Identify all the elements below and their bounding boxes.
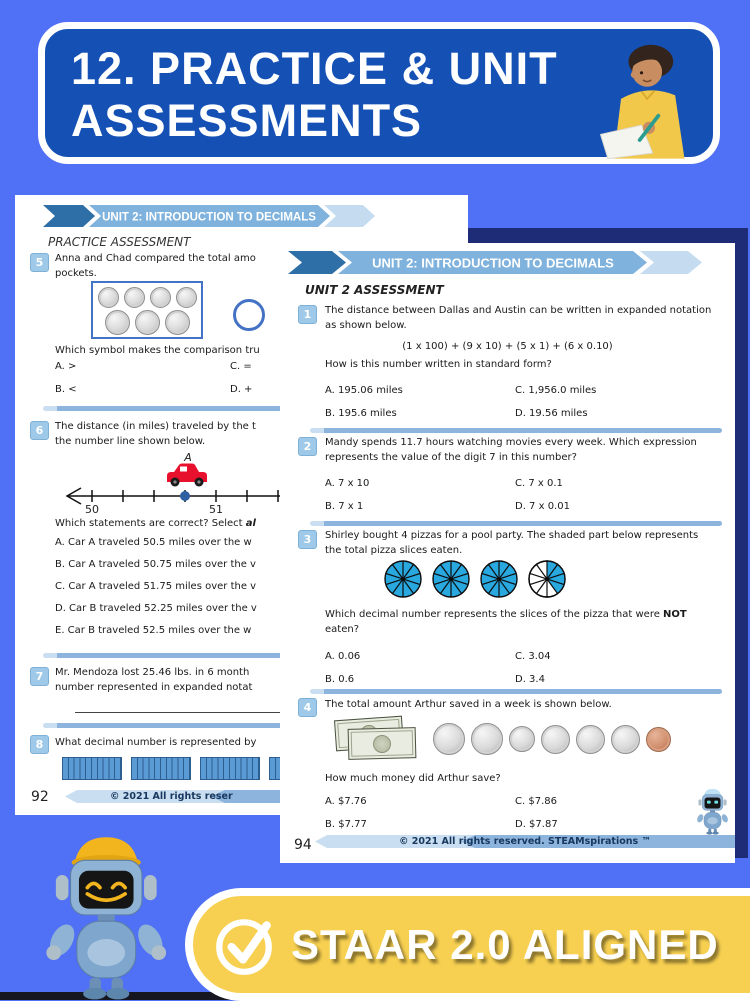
option-a: A. 0.06 [325, 651, 361, 662]
coins-image [91, 281, 203, 339]
option-c: C. Car A traveled 51.75 miles over the v [55, 581, 257, 592]
divider [310, 689, 722, 694]
question-number-badge: 8 [30, 735, 49, 754]
car-icon [167, 464, 207, 487]
coin-icon [135, 310, 160, 335]
number-line-image [55, 450, 305, 514]
coin-icon [150, 287, 171, 308]
tens-bar [62, 757, 122, 780]
question-number-badge: 2 [298, 437, 317, 456]
option-b: B. 0.6 [325, 674, 355, 685]
question-number-badge: 7 [30, 667, 49, 686]
question-number-badge: 1 [298, 305, 317, 324]
option-b: B. $7.77 [325, 819, 367, 830]
money-image [335, 717, 671, 761]
tick-label: 50 [85, 503, 99, 514]
worksheet-page-front [280, 243, 735, 863]
answer-options [55, 537, 257, 647]
penny-icon [646, 727, 671, 752]
coin-icon [165, 310, 190, 335]
page-number: 92 [31, 789, 49, 805]
robot-mascot-icon [22, 833, 180, 1001]
option-a: A. $7.76 [325, 796, 367, 807]
option-c: C. 7 x 0.1 [515, 478, 563, 489]
answer-options [325, 478, 570, 524]
question-text: Shirley bought 4 pizzas for a pool party. The shaded part below represents the total pizza slices eaten. [325, 530, 699, 556]
pizza-full-icon [431, 559, 471, 599]
option-d: D. $7.87 [515, 819, 558, 830]
option-c: C. 1,956.0 miles [515, 385, 597, 396]
page-number: 94 [294, 837, 312, 853]
option-c: C. $7.86 [515, 796, 557, 807]
nickel-icon [576, 725, 605, 754]
question-number-badge: 5 [30, 253, 49, 272]
staar-aligned-label: STAAR 2.0 ALIGNED [291, 920, 719, 968]
option-d: D. Car B traveled 52.25 miles over the v [55, 603, 257, 614]
option-a: A. 195.06 miles [325, 385, 403, 396]
unit-banner-front [288, 250, 718, 275]
question-text: Mandy spends 11.7 hours watching movies every week. Which expression represents the value of the digit 7 in this number? [325, 437, 697, 463]
pizza-partial-icon [527, 559, 567, 599]
product-title [71, 43, 558, 147]
option-a: A. 7 x 10 [325, 478, 370, 489]
question-prompt: Which decimal number represents the slices of the pizza that were NOT eaten? [325, 609, 687, 635]
coin-icon [98, 287, 119, 308]
coin-icon [105, 310, 130, 335]
question-text: The distance (in miles) traveled by the t the number line shown below. [55, 421, 256, 447]
nickel-icon [541, 725, 570, 754]
pizza-full-icon [383, 559, 423, 599]
section-title-back: PRACTICE ASSESSMENT [48, 235, 191, 249]
staar-aligned-banner [185, 888, 750, 1001]
option-b: B. 7 x 1 [325, 501, 364, 512]
question-prompt: Which symbol makes the comparison tru [55, 345, 260, 356]
copyright-text: © 2021 All rights reser [110, 791, 233, 802]
question-number-badge: 6 [30, 421, 49, 440]
question-prompt: Which statements are correct? Select al [55, 518, 256, 529]
tens-bar [131, 757, 191, 780]
question-text: What decimal number is represented by [55, 737, 257, 748]
comparison-circle [233, 299, 265, 331]
section-title-front: UNIT 2 ASSESSMENT [305, 283, 444, 297]
option-e: E. Car B traveled 52.5 miles over the w [55, 625, 252, 636]
nickel-icon [611, 725, 640, 754]
unit-banner-back-title: UNIT 2: INTRODUCTION TO DECIMALS [102, 211, 316, 224]
option-c: C. 3.04 [515, 651, 551, 662]
question-number-badge: 4 [298, 698, 317, 717]
checkmark-icon [211, 912, 277, 978]
expanded-notation-expression: (1 x 100) + (9 x 10) + (5 x 1) + (6 x 0.10) [402, 341, 613, 352]
question-text: Anna and Chad compared the total amo pockets. [55, 253, 256, 279]
coin-icon [124, 287, 145, 308]
product-title-line1: 12. PRACTICE & UNIT [71, 43, 558, 94]
option-d: D. 7 x 0.01 [515, 501, 570, 512]
option-c: C. = [230, 361, 252, 372]
unit-banner-front-title: UNIT 2: INTRODUCTION TO DECIMALS [372, 255, 614, 271]
option-b: B. Car A traveled 50.75 miles over the v [55, 559, 256, 570]
answer-options [55, 361, 252, 407]
unit-banner-back [43, 204, 388, 228]
option-d: D. 19.56 miles [515, 408, 588, 419]
option-d: D. + [230, 384, 253, 395]
question-text: The distance between Dallas and Austin can be written in expanded notation as shown below. [325, 305, 712, 331]
coin-icon [176, 287, 197, 308]
question-prompt: How is this number written in standard form? [325, 359, 552, 370]
copyright-text: © 2021 All rights reserved. STEAMspirations ™ [399, 836, 651, 847]
quarter-icon [471, 723, 503, 755]
point-label: A [184, 451, 192, 464]
question-text: Mr. Mendoza lost 25.46 lbs. in 6 month number represented in expanded notat [55, 667, 253, 693]
dollar-bills-icon [335, 717, 427, 761]
student-writing-illustration-icon [593, 37, 705, 159]
answer-options [325, 385, 596, 431]
question-number-badge: 3 [298, 530, 317, 549]
top-banner [38, 22, 720, 164]
pizza-full-icon [479, 559, 519, 599]
robot-mascot-small-icon [688, 779, 734, 843]
tick-label: 51 [209, 503, 223, 514]
pizza-models-image [383, 559, 567, 599]
question-prompt: How much money did Arthur save? [325, 773, 501, 784]
option-b: B. 195.6 miles [325, 408, 397, 419]
question-text: The total amount Arthur saved in a week is shown below. [325, 699, 612, 710]
divider [310, 521, 722, 526]
divider [310, 428, 722, 433]
option-d: D. 3.4 [515, 674, 545, 685]
option-a: A. > [55, 361, 77, 372]
quarter-icon [433, 723, 465, 755]
product-title-line2: ASSESSMENTS [71, 95, 423, 146]
point-marker [180, 491, 190, 501]
dime-icon [509, 726, 535, 752]
option-b: B. < [55, 384, 77, 395]
tens-bar [200, 757, 260, 780]
option-a: A. Car A traveled 50.5 miles over the w [55, 537, 252, 548]
